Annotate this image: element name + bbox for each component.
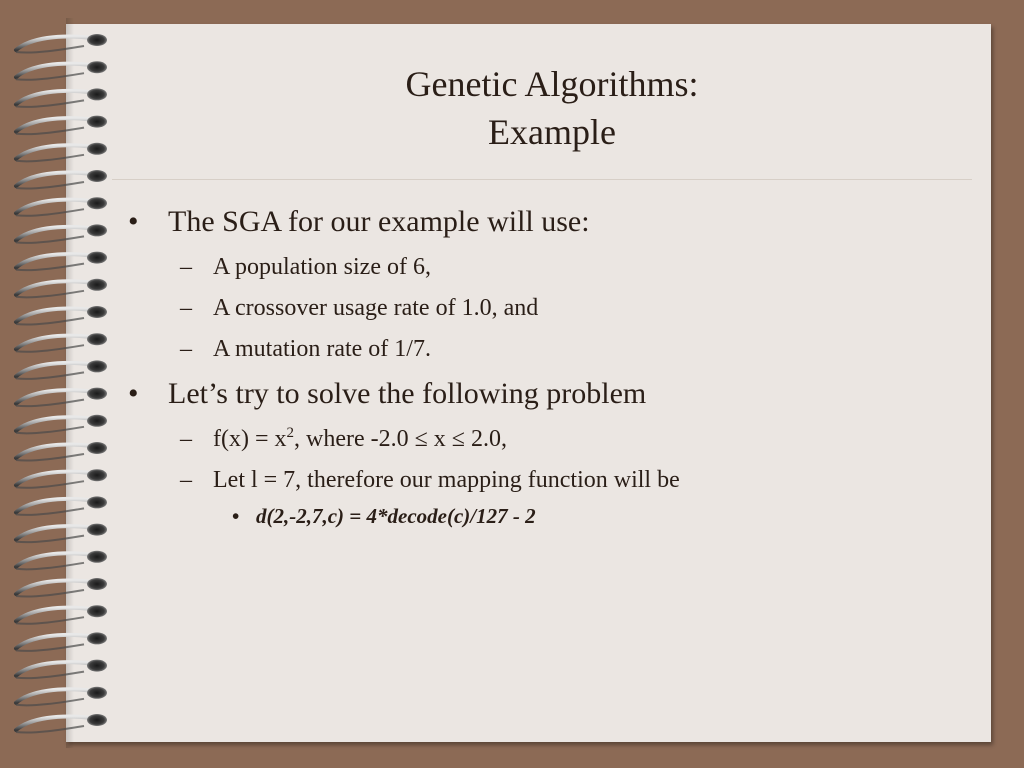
binding-coil: [16, 309, 92, 323]
binding-coil-shadow: [16, 481, 84, 488]
binding-coil: [16, 499, 92, 513]
binding-coil: [16, 417, 92, 431]
binding-hole: [87, 714, 107, 726]
dash-marker: –: [180, 295, 192, 321]
binding-coil-shadow: [16, 345, 84, 352]
bullet-marker: •: [232, 504, 240, 528]
binding-coil: [16, 336, 92, 350]
binding-coil-shadow: [16, 644, 84, 651]
binding-coil: [16, 553, 92, 567]
binding-coil: [16, 281, 92, 295]
sub-bullet-crossover-rate: [128, 292, 968, 324]
binding-hole: [87, 170, 107, 182]
bullet-marker: •: [128, 377, 139, 410]
binding-coil: [16, 662, 92, 676]
sub-bullet-objective-function: [128, 423, 968, 455]
binding-coil: [16, 526, 92, 540]
binding-hole: [87, 524, 107, 536]
binding-coil-shadow: [16, 617, 84, 624]
binding-coil: [16, 689, 92, 703]
binding-hole: [87, 333, 107, 345]
binding-coil-shadow: [16, 563, 84, 570]
binding-coil-shadow: [16, 400, 84, 407]
binding-coil-shadow: [16, 128, 84, 135]
binding-coil-shadow: [16, 236, 84, 243]
binding-coil-shadow: [16, 155, 84, 162]
binding-coil: [16, 635, 92, 649]
sub-bullet-text: Let l = 7, therefore our mapping function will be: [213, 467, 680, 493]
bullet-marker: •: [128, 205, 139, 238]
binding-coil-shadow: [16, 454, 84, 461]
binding-coil-shadow: [16, 726, 84, 733]
binding-coil-shadow: [16, 291, 84, 298]
binding-hole: [87, 306, 107, 318]
binding-hole: [87, 632, 107, 644]
binding-hole: [87, 578, 107, 590]
binding-coil-shadow: [16, 209, 84, 216]
sub-bullet-population-size: [128, 251, 968, 283]
binding-hole: [87, 442, 107, 454]
binding-hole: [87, 551, 107, 563]
slide-title: [80, 60, 1024, 156]
binding-hole: [87, 34, 107, 46]
binding-coil-shadow: [16, 318, 84, 325]
binding-coil: [16, 254, 92, 268]
bullet-text: Let’s try to solve the following problem: [168, 377, 647, 410]
dash-marker: –: [180, 426, 192, 452]
binding-coil: [16, 472, 92, 486]
binding-coil: [16, 445, 92, 459]
binding-coil: [16, 717, 92, 731]
bullet-problem: [128, 374, 968, 414]
binding-coil-shadow: [16, 100, 84, 107]
function-exponent: 2: [286, 425, 295, 441]
bullet-sga-settings: [128, 202, 968, 242]
binding-coil-shadow: [16, 590, 84, 597]
title-divider: [112, 179, 972, 180]
binding-coil-shadow: [16, 699, 84, 706]
binding-coil: [16, 363, 92, 377]
binding-coil-shadow: [16, 46, 84, 53]
sub-bullet-mutation-rate: [128, 333, 968, 365]
sub-bullet-text: A mutation rate of 1/7.: [213, 336, 431, 362]
binding-hole: [87, 224, 107, 236]
binding-hole: [87, 605, 107, 617]
binding-coil-shadow: [16, 73, 84, 80]
dash-marker: –: [180, 254, 192, 280]
slide-body: [128, 202, 968, 530]
binding-coil: [16, 227, 92, 241]
binding-hole: [87, 360, 107, 372]
binding-coil-shadow: [16, 372, 84, 379]
dash-marker: –: [180, 467, 192, 493]
binding-hole: [87, 660, 107, 672]
binding-hole: [87, 415, 107, 427]
binding-coil-shadow: [16, 427, 84, 434]
binding-hole: [87, 197, 107, 209]
binding-coil-shadow: [16, 508, 84, 515]
binding-coil: [16, 37, 92, 51]
sub-bullet-text: A crossover usage rate of 1.0, and: [213, 295, 539, 321]
binding-hole: [87, 687, 107, 699]
slide-title-line-1: Genetic Algorithms:: [405, 64, 699, 104]
binding-coil: [16, 581, 92, 595]
binding-coil-shadow: [16, 536, 84, 543]
sub-sub-bullet-mapping-function: [128, 502, 968, 530]
function-prefix: f(x) = x: [213, 426, 287, 452]
binding-coil-shadow: [16, 182, 84, 189]
sub-bullet-text: A population size of 6,: [213, 254, 431, 280]
binding-coil: [16, 200, 92, 214]
binding-hole: [87, 388, 107, 400]
binding-coil-shadow: [16, 264, 84, 271]
dash-marker: –: [180, 336, 192, 362]
binding-hole: [87, 252, 107, 264]
binding-coil-shadow: [16, 672, 84, 679]
binding-coil: [16, 173, 92, 187]
sub-bullet-string-length: [128, 464, 968, 496]
binding-hole: [87, 279, 107, 291]
binding-hole: [87, 496, 107, 508]
binding-coil: [16, 608, 92, 622]
slide-title-line-2: Example: [488, 112, 616, 152]
binding-hole: [87, 469, 107, 481]
function-suffix: , where -2.0 ≤ x ≤ 2.0,: [294, 426, 507, 452]
mapping-function-text: d(2,-2,7,c) = 4*decode(c)/127 - 2: [256, 504, 536, 528]
bullet-text: The SGA for our example will use:: [168, 205, 590, 238]
binding-coil: [16, 390, 92, 404]
